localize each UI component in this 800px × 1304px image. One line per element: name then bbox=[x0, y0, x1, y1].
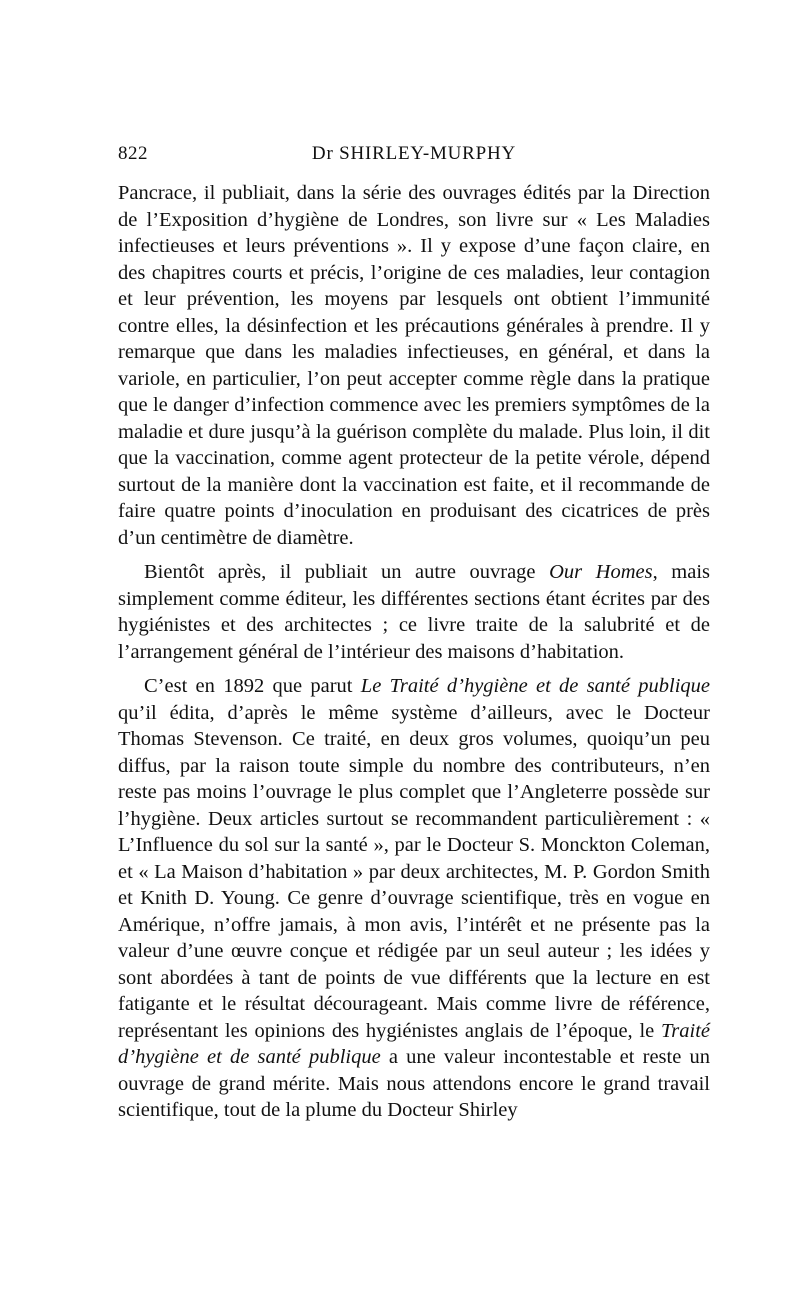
paragraph-3 bbox=[118, 673, 710, 1124]
paragraph-3-text-a: C’est en 1892 que parut bbox=[144, 675, 361, 697]
paragraph-1-text: Pancrace, il publiait, dans la série des ouvrages édités par la Direction de l’Exposition d’hygiène de Londres, son livre sur « Les Maladies infectieuses et leurs préventions ». Il y expose d’une façon claire, en des chapitres courts et précis, l’origine de ces maladies, leur contagion et leur prévention, les moyens par lesquels ont obtient l’immunité contre elles, la désinfection et les précautions générales à prendre. Il y remarque que dans les maladies infectieuses, en général, et dans la variole, en particulier, l’on peut accepter comme règle dans la pratique que le danger d’infection commence avec les premiers symptômes de la maladie et dure jusqu’à la guérison complète du malade. Plus loin, il dit que la vaccination, comme agent protecteur de la petite vérole, dépend surtout de la manière dont la vaccination est faite, et il recommande de faire quatre points d’inoculation en produisant des cicatrices de près d’un centimètre de diamètre. bbox=[118, 182, 710, 549]
paragraph-2-text-b: , mais simplement comme éditeur, les différentes sections étant écrites par des hygiénistes et des architectes ; ce livre traite de la salubrité et de l’arrangement général de l’intérieur des maisons d’habitation. bbox=[118, 561, 710, 663]
paragraph-3-text-b: qu’il édita, d’après le même système d’ailleurs, avec le Docteur Thomas Stevenson. Ce traité, en deux gros volumes, quoiqu’un peu diffus, par la raison toute simple du nombre des contributeurs, n’en reste pas moins l’ouvrage le plus complet que l’Angleterre possède sur l’hygiène. Deux articles surtout se recommandent particulièrement : « L’Influence du sol sur la santé », par le Docteur S. Monckton Coleman, et « La Maison d’habitation » par deux architectes, M. P. Gordon Smith et Knith D. Young. Ce genre d’ouvrage scientifique, très en vogue en Amérique, n’offre jamais, à mon avis, l’intérêt et ne présente pas la valeur d’une œuvre conçue et rédigée par un seul auteur ; les idées y sont abordées à tant de points de vue différents que la lecture en est fatigante et le résultat décourageant. Mais comme livre de référence, représentant les opinions des hygiénistes anglais de l’époque, le bbox=[118, 701, 710, 1042]
book-title-traite: Le Traité d’hygiène et de santé publique bbox=[360, 675, 710, 697]
book-title-traite-repeat: Traité d’hygiène et de santé publique bbox=[118, 1019, 710, 1068]
paragraph-2-text-a: Bientôt après, il publiait un autre ouvrage bbox=[144, 561, 550, 583]
book-title-our-homes: Our Homes bbox=[549, 561, 653, 583]
body-text bbox=[118, 180, 710, 1124]
running-title: Dr SHIRLEY-MURPHY bbox=[311, 143, 517, 164]
paragraph-1 bbox=[118, 180, 710, 551]
paragraph-2 bbox=[118, 559, 710, 665]
page-number: 822 bbox=[118, 143, 148, 164]
paragraph-3-text-c: a une valeur incontestable et reste un ouvrage de grand mérite. Mais nous attendons encore le grand travail scientifique, tout de la plume du Docteur Shirley bbox=[118, 1046, 710, 1121]
running-head bbox=[118, 143, 710, 173]
